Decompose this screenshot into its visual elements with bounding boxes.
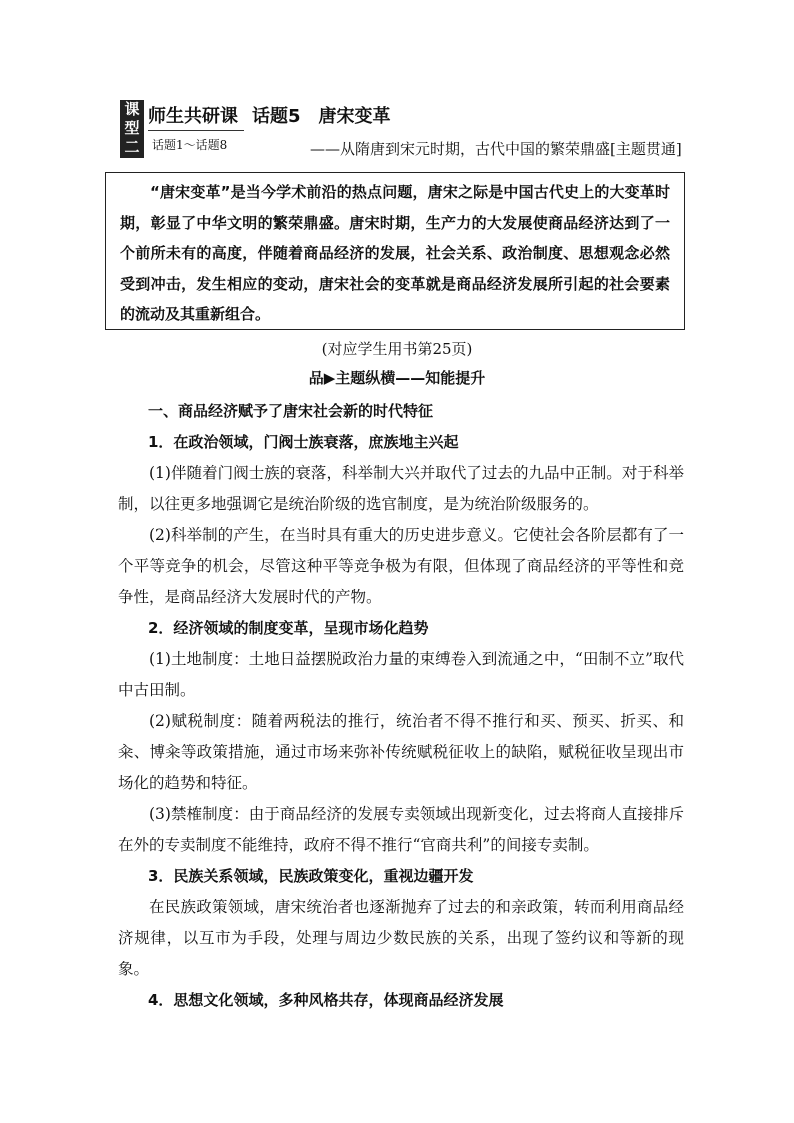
paragraph: (1)伴随着门阀士族的衰落，科举制大兴并取代了过去的九品中正制。对于科举制，以往更多地强调它是统治阶级的选官制度，是为统治阶级服务的。	[118, 464, 684, 513]
page-reference: (对应学生用书第25页)	[321, 340, 473, 358]
topic-subtitle: ——从隋唐到宋元时期，古代中国的繁荣鼎盛[主题贯通]	[310, 140, 682, 158]
intro-text: “唐宋变革”是当今学术前沿的热点问题，唐宋之际是中国古代史上的大变革时期，彰显了中华文明的繁荣鼎盛。唐宋时期，生产力的大发展使商品经济达到了一个前所未有的高度，伴随着商品经济的发展，社会关系、政治制度、思想观念必然受到冲击，发生相应的变动，唐宋社会的变革就是商品经济发展所引起的社会要素的流动及其重新组合。	[120, 183, 670, 323]
paragraph: (2)科举制的产生，在当时具有重大的历史进步意义。它使社会各阶层都有了一个平等竞争的机会，尽管这种平等竞争极为有限，但体现了商品经济的平等性和竞争性，是商品经济大发展时代的产物。	[118, 526, 684, 606]
play-arrow-icon: ▶	[323, 369, 336, 387]
badge-char: 型	[124, 119, 140, 137]
paragraph: (3)禁榷制度：由于商品经济的发展专卖领域出现新变化，过去将商人直接排斥在外的专卖制度不能维持，政府不得不推行“官商共利”的间接专卖制。	[118, 805, 684, 854]
course-type-badge	[120, 100, 144, 158]
course-title: 师生共研课	[148, 106, 238, 127]
badge-char: 课	[124, 100, 140, 118]
section-banner	[0, 367, 794, 388]
banner-prefix: 品	[308, 369, 324, 387]
paragraph: (2)赋税制度：随着两税法的推行，统治者不得不推行和买、预买、折买、和籴、博籴等政策措施，通过市场来弥补传统赋税征收上的缺陷，赋税征收呈现出市场化的趋势和特征。	[118, 712, 684, 792]
subsection-heading: 3．民族关系领域，民族政策变化，重视边疆开发	[148, 867, 474, 885]
title-divider	[148, 130, 244, 131]
page-header	[120, 100, 680, 162]
paragraph: 在民族政策领域，唐宋统治者也逐渐抛弃了过去的和亲政策，转而利用商品经济规律，以互市为手段，处理与周边少数民族的关系，出现了签约议和等新的现象。	[118, 898, 684, 978]
subsection-heading: 2．经济领域的制度变革，呈现市场化趋势	[148, 619, 429, 637]
paragraph: (1)土地制度：土地日益摆脱政治力量的束缚卷入到流通之中，“田制不立”取代中古田制。	[118, 650, 684, 699]
course-subtitle: 话题1～话题8	[152, 138, 228, 152]
intro-box	[105, 172, 685, 330]
subsection-heading: 4．思想文化领域，多种风格共存，体现商品经济发展	[148, 991, 504, 1009]
banner-text: 主题纵横——知能提升	[335, 369, 486, 387]
badge-char: 二	[124, 138, 140, 156]
main-content	[118, 396, 684, 1016]
topic-title: 话题5 唐宋变革	[252, 106, 391, 127]
section-heading: 一、商品经济赋予了唐宋社会新的时代特征	[148, 402, 434, 420]
subsection-heading: 1．在政治领域，门阀士族衰落，庶族地主兴起	[148, 433, 459, 451]
